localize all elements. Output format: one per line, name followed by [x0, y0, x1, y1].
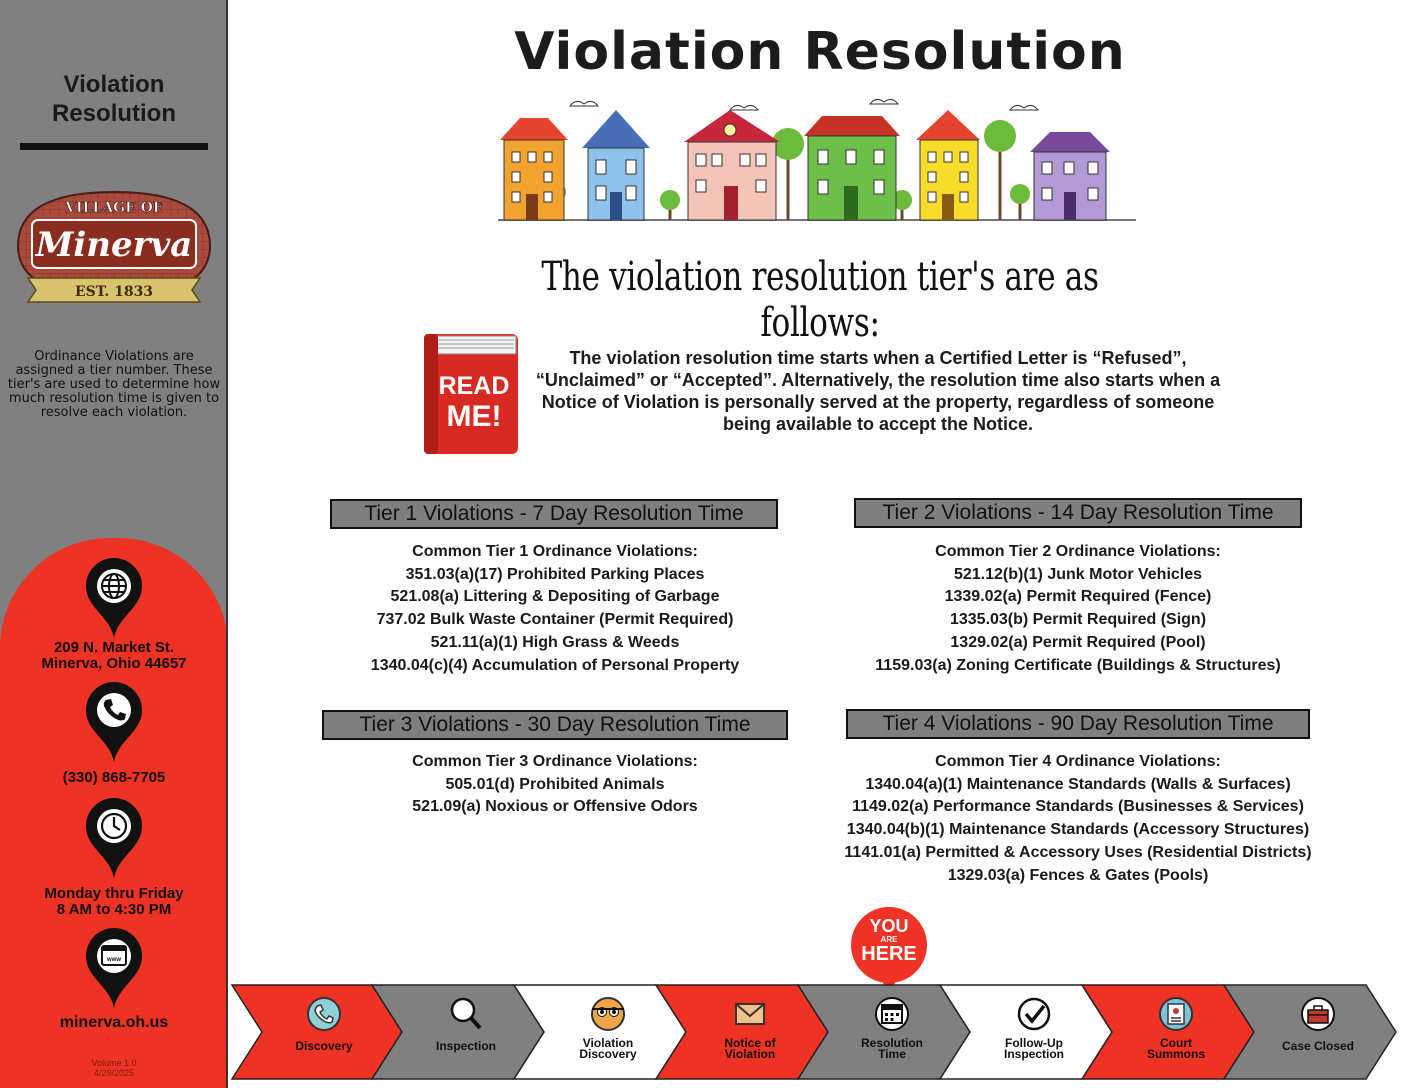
list-item: 521.08(a) Littering & Depositing of Garbage [390, 588, 720, 606]
minerva-logo [10, 186, 218, 314]
process-step-label-line: Follow-Up [1005, 1036, 1063, 1050]
checkmark-icon [1019, 999, 1049, 1029]
page-subtitle: The violation resolution tier's are as follows: [541, 254, 1099, 346]
clock-pin [84, 796, 144, 880]
you-are-here-marker [851, 907, 927, 983]
calendar-icon [876, 998, 908, 1030]
process-step-label [684, 1038, 816, 1060]
process-step-label [400, 1041, 532, 1052]
sidebar-divider [20, 143, 208, 150]
process-step-label-line: Court [1160, 1036, 1192, 1050]
process-step-label [826, 1038, 958, 1060]
tier2-common-label: Common Tier 2 Ordinance Violations: [935, 543, 1221, 560]
list-item: 351.03(a)(17) Prohibited Parking Places [405, 565, 705, 583]
sidebar-title-line2: Resolution [52, 100, 176, 127]
sidebar [0, 0, 228, 1088]
list-item: 1329.03(a) Fences & Gates (Pools) [947, 866, 1209, 884]
process-step-label-line: Violation [582, 1036, 634, 1050]
tier1-common-label: Common Tier 1 Ordinance Violations: [412, 543, 698, 560]
hours-line2: 8 AM to 4:30 PM [56, 901, 172, 918]
list-item: 1340.04(c)(4) Accumulation of Personal Property [370, 656, 740, 674]
briefcase-icon [1302, 998, 1334, 1030]
process-step-label-line: Inspection [1003, 1047, 1064, 1061]
list-item: 1141.01(a) Permitted & Accessory Uses (Residential Districts) [844, 843, 1312, 861]
list-item: 1159.03(a) Zoning Certificate (Buildings & Structures) [875, 656, 1281, 674]
process-step-label-line: Inspection [435, 1039, 496, 1053]
tier4-heading: Tier 4 Violations - 90 Day Resolution Time [846, 709, 1310, 739]
are-label: ARE [880, 935, 898, 944]
tier3-heading: Tier 3 Violations - 30 Day Resolution Time [322, 710, 788, 740]
read-me-book-icon [420, 330, 522, 456]
list-item: 1335.03(b) Permit Required (Sign) [949, 611, 1207, 629]
address-line1: 209 N. Market St. [53, 639, 175, 656]
logo-village-text: VILLAGE OF [65, 200, 163, 216]
hours-line1: Monday thru Friday [44, 885, 184, 902]
tier3-list [320, 751, 790, 819]
intro-paragraph: The violation resolution time starts when a Certified Letter is “Refused”, “Unclaimed” or “Accepted”. Alternatively, the resolution time also starts when a Notice of Violation is personally served at the property, regardless of someone being available to accept the Notice. [535, 348, 1221, 434]
process-step-label [1110, 1038, 1242, 1060]
houses-illustration [490, 96, 1140, 228]
process-step-label-line: Discovery [579, 1047, 637, 1061]
you-label: YOU [869, 916, 909, 936]
book-line2: ME! [446, 400, 502, 433]
tier4-list [818, 751, 1338, 887]
version-number: Volume 1.0 [91, 1058, 137, 1068]
tier3-common-label: Common Tier 3 Ordinance Violations: [412, 753, 698, 770]
phone-pin [84, 680, 144, 764]
logo-est-text: EST. 1833 [74, 284, 154, 300]
list-item: 1339.02(a) Permit Required (Fence) [944, 588, 1212, 606]
list-item: 1340.04(b)(1) Maintenance Standards (Accessory Structures) [846, 821, 1310, 839]
list-item: 521.11(a)(1) High Grass & Weeds [430, 633, 680, 651]
phone-bubble-icon [308, 998, 340, 1030]
office-hours [0, 886, 228, 918]
tier2-list [830, 541, 1326, 677]
list-item: 1329.02(a) Permit Required (Pool) [950, 633, 1206, 651]
process-step-label-line: Notice of [724, 1036, 776, 1050]
version-date: 4/29/2025 [93, 1068, 135, 1078]
list-item: 521.12(b)(1) Junk Motor Vehicles [953, 565, 1203, 583]
process-step-label-line: Resolution [861, 1036, 923, 1050]
phone-number: (330) 868-7705 [62, 769, 166, 786]
process-step-label-line: Case Closed [1281, 1039, 1355, 1053]
process-step-label [968, 1038, 1100, 1060]
address-line2: Minerva, Ohio 44657 [41, 655, 187, 672]
sidebar-title [0, 70, 228, 128]
book-line1: READ [438, 372, 510, 400]
list-item: 1340.04(a)(1) Maintenance Standards (Walls & Surfaces) [865, 775, 1291, 793]
summons-icon [1160, 998, 1192, 1030]
process-flow [230, 984, 1406, 1082]
tier2-heading: Tier 2 Violations - 14 Day Resolution Time [854, 498, 1302, 528]
tier1-heading: Tier 1 Violations - 7 Day Resolution Time [330, 499, 778, 529]
tier1-list [320, 541, 790, 677]
process-step-label-line: Discovery [295, 1039, 353, 1053]
version-info [0, 1058, 228, 1078]
page-title: Violation Resolution [514, 22, 1126, 82]
list-item: 521.09(a) Noxious or Offensive Odors [412, 798, 698, 816]
process-step-label [542, 1038, 674, 1060]
sidebar-description: Ordinance Violations are assigned a tier number. These tier's are used to determine how much resolution time is given to resolve each violation. [7, 349, 221, 420]
address [0, 640, 228, 672]
process-step-label-line: Time [878, 1047, 906, 1061]
list-item: 737.02 Bulk Waste Container (Permit Required) [376, 611, 734, 629]
globe-pin [84, 556, 144, 640]
eyes-icon [592, 998, 624, 1030]
list-item: 1149.02(a) Performance Standards (Businesses & Services) [852, 798, 1304, 816]
sidebar-title-line1: Violation [63, 71, 165, 98]
process-step-label-line: Violation [724, 1047, 776, 1061]
process-step-label-line: Summons [1146, 1047, 1205, 1061]
list-item: 505.01(d) Prohibited Animals [445, 775, 665, 793]
process-step-label [1252, 1041, 1384, 1052]
website-link[interactable]: minerva.oh.us [59, 1014, 169, 1031]
process-step-label [258, 1041, 390, 1052]
website-pin [84, 926, 144, 1010]
here-label: HERE [861, 943, 917, 965]
logo-name-text: Minerva [35, 225, 193, 265]
svg-text:www: www [106, 957, 122, 963]
tier4-common-label: Common Tier 4 Ordinance Violations: [935, 753, 1221, 770]
